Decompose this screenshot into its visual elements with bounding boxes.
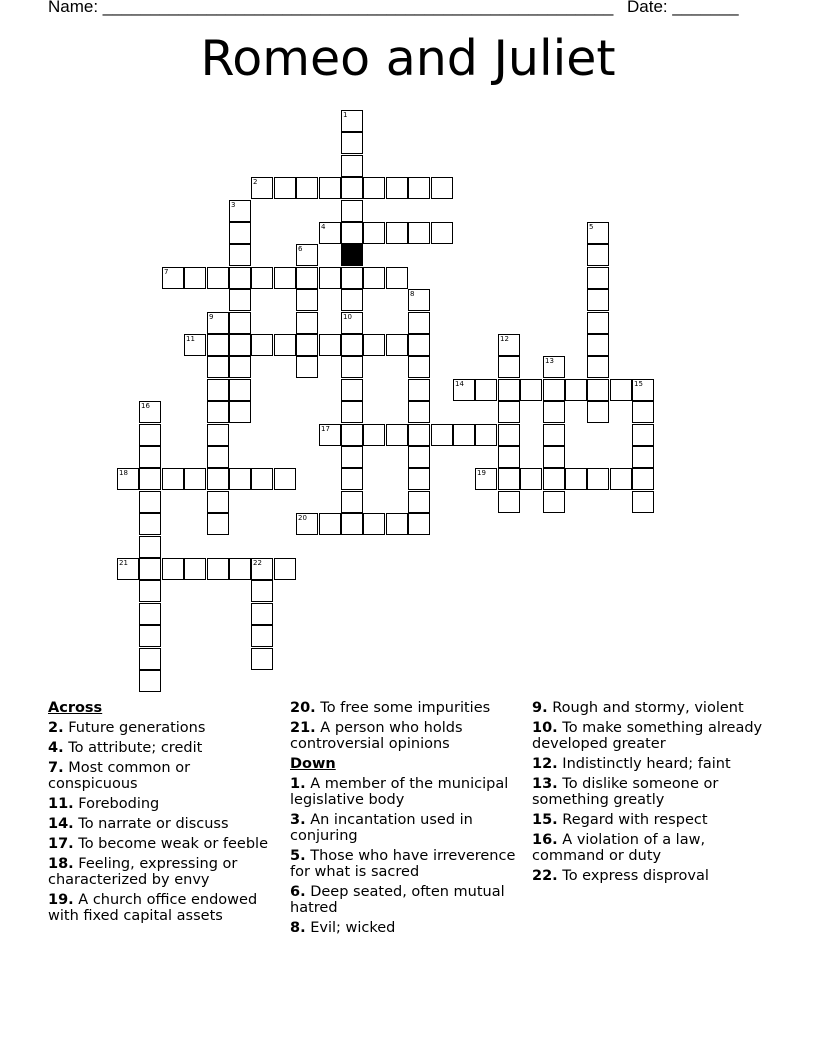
- across-clue: [48, 740, 283, 756]
- crossword-cell[interactable]: [162, 468, 184, 490]
- crossword-cell[interactable]: [296, 334, 318, 356]
- crossword-cell[interactable]: [341, 334, 363, 356]
- crossword-cell[interactable]: [117, 468, 139, 490]
- crossword-cell[interactable]: [341, 379, 363, 401]
- crossword-cell[interactable]: [587, 468, 609, 490]
- clue-num: 8.: [290, 920, 306, 936]
- crossword-cell[interactable]: [139, 603, 161, 625]
- crossword-cell[interactable]: [341, 289, 363, 311]
- crossword-cell[interactable]: [229, 267, 251, 289]
- crossword-cell[interactable]: [229, 312, 251, 334]
- crossword-cell[interactable]: [565, 468, 587, 490]
- clue-num: 15.: [532, 812, 558, 828]
- clue-num: 6.: [290, 884, 306, 900]
- crossword-cell[interactable]: [274, 267, 296, 289]
- crossword-cell[interactable]: [139, 558, 161, 580]
- page-title: Romeo and Juliet: [200, 30, 616, 87]
- crossword-cell[interactable]: [274, 468, 296, 490]
- crossword-cell[interactable]: [139, 401, 161, 423]
- clue-number: 2: [253, 178, 258, 186]
- crossword-cell[interactable]: [587, 379, 609, 401]
- clue-text: An incantation used in conjuring: [290, 812, 473, 844]
- crossword-cell[interactable]: [251, 603, 273, 625]
- clue-text: Regard with respect: [562, 812, 708, 828]
- crossword-cell[interactable]: [139, 625, 161, 647]
- clue-number: 6: [298, 245, 303, 253]
- crossword-cell[interactable]: [408, 177, 430, 199]
- crossword-cell[interactable]: [587, 312, 609, 334]
- crossword-cell[interactable]: [632, 468, 654, 490]
- crossword-cell[interactable]: [207, 356, 229, 378]
- crossword-cell[interactable]: [587, 401, 609, 423]
- clue-text: Rough and stormy, violent: [552, 700, 744, 716]
- crossword-cell[interactable]: [296, 289, 318, 311]
- clue-text: A violation of a law, command or duty: [532, 832, 706, 864]
- crossword-cell[interactable]: [207, 267, 229, 289]
- crossword-cell[interactable]: [207, 446, 229, 468]
- crossword-cell[interactable]: [520, 379, 542, 401]
- crossword-cell[interactable]: [251, 334, 273, 356]
- crossword-cell[interactable]: [543, 468, 565, 490]
- clue-text: Indistinctly heard; faint: [562, 756, 731, 772]
- crossword-cell[interactable]: [386, 177, 408, 199]
- across-clue: [48, 720, 283, 736]
- crossword-cell[interactable]: [363, 267, 385, 289]
- crossword-cell[interactable]: [207, 558, 229, 580]
- crossword-cell[interactable]: [341, 267, 363, 289]
- crossword-cell[interactable]: [543, 424, 565, 446]
- down-clue: [290, 812, 525, 844]
- crossword-cell[interactable]: [475, 379, 497, 401]
- clue-num: 21.: [290, 720, 316, 736]
- crossword-cell[interactable]: [498, 446, 520, 468]
- crossword-cell[interactable]: [162, 267, 184, 289]
- clue-number: 19: [477, 469, 486, 477]
- crossword-cell[interactable]: [408, 446, 430, 468]
- crossword-cell[interactable]: [408, 468, 430, 490]
- crossword-cell[interactable]: [184, 558, 206, 580]
- crossword-cell[interactable]: [363, 513, 385, 535]
- clue-number: 4: [321, 223, 326, 231]
- clue-num: 2.: [48, 720, 64, 736]
- crossword-cell[interactable]: [229, 356, 251, 378]
- crossword-cell[interactable]: [341, 513, 363, 535]
- clue-number: 7: [164, 268, 169, 276]
- down-clue: [532, 812, 767, 828]
- clue-column-1: [48, 700, 283, 928]
- crossword-cell[interactable]: [498, 379, 520, 401]
- crossword-cell[interactable]: [139, 648, 161, 670]
- down-clue: [290, 776, 525, 808]
- crossword-cell[interactable]: [386, 222, 408, 244]
- crossword-cell[interactable]: [207, 491, 229, 513]
- clue-number: 12: [500, 335, 509, 343]
- clue-text: Evil; wicked: [310, 920, 396, 936]
- crossword-cell[interactable]: [587, 222, 609, 244]
- clue-num: 7.: [48, 760, 64, 776]
- crossword-cell[interactable]: [386, 424, 408, 446]
- clue-num: 20.: [290, 700, 316, 716]
- crossword-cell[interactable]: [408, 491, 430, 513]
- clue-text: A church office endowed with fixed capital assets: [48, 892, 258, 924]
- crossword-cell[interactable]: [565, 379, 587, 401]
- crossword-cell[interactable]: [453, 379, 475, 401]
- crossword-cell[interactable]: [408, 312, 430, 334]
- crossword-cell[interactable]: [386, 334, 408, 356]
- crossword-cell[interactable]: [431, 222, 453, 244]
- crossword-cell[interactable]: [610, 468, 632, 490]
- clue-text: Feeling, expressing or characterized by envy: [48, 856, 238, 888]
- crossword-cell[interactable]: [408, 356, 430, 378]
- crossword-cell[interactable]: [341, 222, 363, 244]
- crossword-cell[interactable]: [319, 424, 341, 446]
- crossword-cell[interactable]: [543, 491, 565, 513]
- crossword-cell[interactable]: [319, 222, 341, 244]
- clue-text: To free some impurities: [320, 700, 491, 716]
- down-clue: [532, 700, 767, 716]
- crossword-cell[interactable]: [207, 468, 229, 490]
- crossword-cell[interactable]: [408, 222, 430, 244]
- crossword-cell[interactable]: [341, 132, 363, 154]
- crossword-cell[interactable]: [207, 513, 229, 535]
- down-clue: [532, 756, 767, 772]
- crossword-cell[interactable]: [296, 513, 318, 535]
- crossword-cell[interactable]: [475, 424, 497, 446]
- crossword-cell[interactable]: [139, 424, 161, 446]
- crossword-cell[interactable]: [498, 356, 520, 378]
- clue-num: 13.: [532, 776, 558, 792]
- crossword-cell[interactable]: [520, 468, 542, 490]
- clue-num: 14.: [48, 816, 74, 832]
- crossword-cell[interactable]: [251, 468, 273, 490]
- down-clue: [290, 920, 525, 936]
- clue-number: 21: [119, 559, 128, 567]
- crossword-cell[interactable]: [319, 267, 341, 289]
- crossword-cell[interactable]: [184, 468, 206, 490]
- clue-number: 16: [141, 402, 150, 410]
- clue-num: 11.: [48, 796, 74, 812]
- crossword-cell[interactable]: [229, 379, 251, 401]
- across-clue: [290, 720, 525, 752]
- crossword-cell[interactable]: [296, 356, 318, 378]
- down-clue: [290, 848, 525, 880]
- clue-number: 14: [455, 380, 464, 388]
- across-clue: [48, 856, 283, 888]
- crossword-cell[interactable]: [363, 334, 385, 356]
- crossword-cell[interactable]: [587, 289, 609, 311]
- crossword-cell[interactable]: [610, 379, 632, 401]
- crossword-cell[interactable]: [587, 244, 609, 266]
- clue-number: 8: [410, 290, 415, 298]
- crossword-cell[interactable]: [498, 491, 520, 513]
- crossword-cell[interactable]: [543, 446, 565, 468]
- clue-number: 15: [634, 380, 643, 388]
- clue-text: Future generations: [68, 720, 206, 736]
- crossword-cell[interactable]: [632, 401, 654, 423]
- clue-num: 18.: [48, 856, 74, 872]
- crossword-cell[interactable]: [139, 491, 161, 513]
- crossword-cell[interactable]: [408, 424, 430, 446]
- crossword-cell[interactable]: [408, 401, 430, 423]
- crossword-cell[interactable]: [498, 401, 520, 423]
- clue-text: Deep seated, often mutual hatred: [290, 884, 505, 916]
- crossword-cell[interactable]: [274, 177, 296, 199]
- crossword-cell[interactable]: [139, 513, 161, 535]
- crossword-cell[interactable]: [207, 424, 229, 446]
- crossword-cell[interactable]: [251, 558, 273, 580]
- crossword-cell[interactable]: [632, 491, 654, 513]
- crossword-cell[interactable]: [251, 177, 273, 199]
- clue-num: 9.: [532, 700, 548, 716]
- clue-text: To dislike someone or something greatly: [532, 776, 719, 808]
- clue-column-3: [532, 700, 767, 888]
- crossword-cell[interactable]: [341, 446, 363, 468]
- crossword-cell[interactable]: [296, 177, 318, 199]
- clue-num: 1.: [290, 776, 306, 792]
- crossword-cell[interactable]: [207, 312, 229, 334]
- crossword-cell[interactable]: [341, 401, 363, 423]
- crossword-cell[interactable]: [341, 468, 363, 490]
- crossword-cell[interactable]: [498, 468, 520, 490]
- clue-text: A member of the municipal legislative body: [290, 776, 509, 808]
- crossword-cell[interactable]: [296, 267, 318, 289]
- crossword-cell[interactable]: [632, 379, 654, 401]
- crossword-cell[interactable]: [363, 222, 385, 244]
- clue-number: 9: [209, 313, 214, 321]
- clue-text: To attribute; credit: [68, 740, 203, 756]
- crossword-cell[interactable]: [319, 513, 341, 535]
- crossword-cell[interactable]: [229, 558, 251, 580]
- crossword-cell[interactable]: [117, 558, 139, 580]
- crossword-cell[interactable]: [139, 536, 161, 558]
- clue-text: Those who have irreverence for what is sacred: [290, 848, 516, 880]
- clue-num: 5.: [290, 848, 306, 864]
- crossword-cell[interactable]: [296, 244, 318, 266]
- crossword-cell[interactable]: [207, 334, 229, 356]
- clue-text: Foreboding: [78, 796, 160, 812]
- crossword-cell[interactable]: [408, 334, 430, 356]
- crossword-cell[interactable]: [296, 312, 318, 334]
- across-clue: [48, 892, 283, 924]
- crossword-cell[interactable]: [408, 379, 430, 401]
- crossword-cell[interactable]: [498, 334, 520, 356]
- clue-num: 22.: [532, 868, 558, 884]
- down-clue: [532, 720, 767, 752]
- crossword-cell[interactable]: [341, 177, 363, 199]
- clue-num: 10.: [532, 720, 558, 736]
- crossword-cell[interactable]: [587, 356, 609, 378]
- crossword-cell[interactable]: [229, 222, 251, 244]
- crossword-cell[interactable]: [587, 334, 609, 356]
- clue-num: 19.: [48, 892, 74, 908]
- crossword-cell[interactable]: [431, 177, 453, 199]
- crossword-cell[interactable]: [251, 625, 273, 647]
- crossword-cell[interactable]: [319, 334, 341, 356]
- crossword-cell[interactable]: [229, 289, 251, 311]
- crossword-cell[interactable]: [498, 424, 520, 446]
- across-clue: [48, 836, 283, 852]
- crossword-cell[interactable]: [386, 513, 408, 535]
- clue-num: 16.: [532, 832, 558, 848]
- crossword-cell[interactable]: [184, 334, 206, 356]
- crossword-cell[interactable]: [229, 200, 251, 222]
- clue-section-heading: Down: [290, 756, 336, 772]
- clue-text: To become weak or feeble: [78, 836, 269, 852]
- crossword-cell[interactable]: [341, 424, 363, 446]
- down-clue: [532, 832, 767, 864]
- crossword-cell[interactable]: [543, 401, 565, 423]
- crossword-cell[interactable]: [341, 155, 363, 177]
- crossword-cell[interactable]: [274, 334, 296, 356]
- clue-num: 4.: [48, 740, 64, 756]
- clue-text: To express disproval: [562, 868, 709, 884]
- crossword-cell[interactable]: [408, 513, 430, 535]
- crossword-cell[interactable]: [139, 580, 161, 602]
- clue-text: To make something already developed greater: [532, 720, 763, 752]
- crossword-cell[interactable]: [341, 312, 363, 334]
- date-field: Date: _______: [627, 0, 739, 16]
- crossword-cell[interactable]: [207, 379, 229, 401]
- clue-number: 18: [119, 469, 128, 477]
- clue-number: 10: [343, 313, 352, 321]
- clue-number: 11: [186, 335, 195, 343]
- crossword-cell[interactable]: [587, 267, 609, 289]
- crossword-cell[interactable]: [139, 446, 161, 468]
- clue-num: 17.: [48, 836, 74, 852]
- clue-text: Most common or conspicuous: [48, 760, 191, 792]
- crossword-cell[interactable]: [341, 200, 363, 222]
- crossword-cell[interactable]: [139, 468, 161, 490]
- clue-text: A person who holds controversial opinions: [290, 720, 463, 752]
- down-clue: [532, 868, 767, 884]
- across-clue: [290, 700, 525, 716]
- across-clue: [48, 816, 283, 832]
- clue-section-heading: Across: [48, 700, 103, 716]
- crossword-cell[interactable]: [274, 558, 296, 580]
- crossword-cell[interactable]: [475, 468, 497, 490]
- crossword-cell[interactable]: [363, 177, 385, 199]
- clue-num: 12.: [532, 756, 558, 772]
- crossword-cell[interactable]: [207, 401, 229, 423]
- crossword-cell[interactable]: [632, 446, 654, 468]
- crossword-cell[interactable]: [341, 491, 363, 513]
- down-clue: [532, 776, 767, 808]
- clue-number: 13: [545, 357, 554, 365]
- crossword-cell[interactable]: [162, 558, 184, 580]
- crossword-cell[interactable]: [543, 356, 565, 378]
- crossword-cell[interactable]: [431, 424, 453, 446]
- clue-number: 20: [298, 514, 307, 522]
- down-clue: [290, 884, 525, 916]
- crossword-cell[interactable]: [229, 401, 251, 423]
- crossword-cell[interactable]: [341, 356, 363, 378]
- clue-column-2: [290, 700, 525, 940]
- clue-text: To narrate or discuss: [78, 816, 229, 832]
- across-clue: [48, 760, 283, 792]
- crossword-cell[interactable]: [251, 648, 273, 670]
- crossword-cell[interactable]: [319, 177, 341, 199]
- crossword-cell[interactable]: [229, 244, 251, 266]
- crossword-cell[interactable]: [229, 468, 251, 490]
- clue-number: 3: [231, 201, 236, 209]
- clue-num: 3.: [290, 812, 306, 828]
- name-field: Name: ______________________________________________________: [48, 0, 614, 16]
- blocked-cell: [341, 244, 363, 266]
- crossword-cell[interactable]: [251, 580, 273, 602]
- crossword-cell[interactable]: [363, 424, 385, 446]
- crossword-cell[interactable]: [341, 110, 363, 132]
- clue-number: 17: [321, 425, 330, 433]
- crossword-cell[interactable]: [408, 289, 430, 311]
- clue-number: 1: [343, 111, 348, 119]
- crossword-cell[interactable]: [632, 424, 654, 446]
- crossword-cell[interactable]: [184, 267, 206, 289]
- clue-number: 5: [589, 223, 594, 231]
- crossword-cell[interactable]: [453, 424, 475, 446]
- crossword-cell[interactable]: [229, 334, 251, 356]
- crossword-cell[interactable]: [251, 267, 273, 289]
- across-clue: [48, 796, 283, 812]
- crossword-cell[interactable]: [139, 670, 161, 692]
- clue-number: 22: [253, 559, 262, 567]
- crossword-cell[interactable]: [543, 379, 565, 401]
- crossword-cell[interactable]: [386, 267, 408, 289]
